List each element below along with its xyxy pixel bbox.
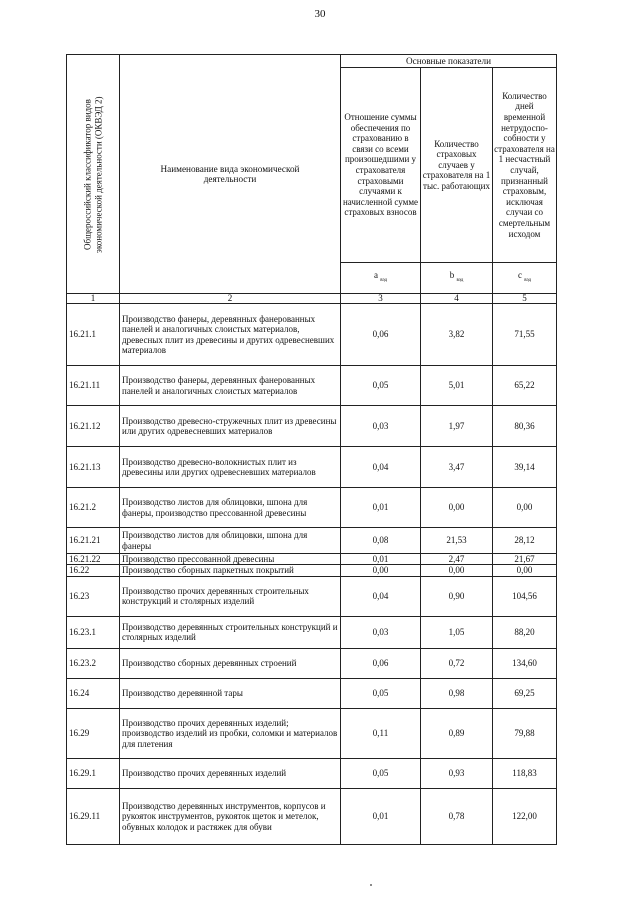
okved-code: 16.21.22 [67,554,120,565]
activity-name: Производство прессованной древесины [120,554,341,565]
value-b: 3,47 [421,447,493,488]
value-a: 0,06 [341,304,421,366]
okved-code: 16.24 [67,678,120,708]
okved-code: 16.29.1 [67,758,120,788]
value-b: 0,89 [421,708,493,758]
value-c: 134,60 [493,648,557,678]
okved-code: 16.21.1 [67,304,120,366]
value-c: 0,00 [493,565,557,576]
table-row [67,616,557,648]
table-row [67,565,557,576]
indicators-table [66,54,557,845]
column-number-4: 4 [421,294,493,304]
value-b: 1,97 [421,406,493,447]
page-number: 30 [314,8,326,20]
value-a: 0,11 [341,708,421,758]
table-row [67,406,557,447]
value-a: 0,01 [341,788,421,844]
value-b: 0,72 [421,648,493,678]
activity-name: Производство деревянных строительных конструкций и столярных изделий [120,616,341,648]
value-a: 0,03 [341,616,421,648]
value-c: 88,20 [493,616,557,648]
col-b-header: Количество страховых случаев у страхователя на 1 тыс. работающих [421,68,493,263]
table-row [67,528,557,554]
column-number-3: 3 [341,294,421,304]
value-c: 71,55 [493,304,557,366]
value-c: 21,67 [493,554,557,565]
activity-name: Производство прочих деревянных изделий [120,758,341,788]
col-b-symbol: b $_{вэд}$ [421,263,493,294]
value-a: 0,01 [341,554,421,565]
col-c-header: Количество дней временной нетрудоспо-собности у страхователя на 1 несчастный случай, признанный страховым, исключая случаи со смертельным исходом [493,68,557,263]
activity-name: Производство сборных паркетных покрытий [120,565,341,576]
okved-code: 16.21.13 [67,447,120,488]
value-b: 0,90 [421,576,493,616]
table-row [67,488,557,528]
okved-code: 16.23.1 [67,616,120,648]
activity-label: Наименование вида экономической деятельности [160,163,300,184]
value-a: 0,06 [341,648,421,678]
okved-code: 16.23 [67,576,120,616]
value-b: 5,01 [421,366,493,406]
table-row [67,648,557,678]
value-c: 39,14 [493,447,557,488]
activity-name: Производство фанеры, деревянных фанерованных панелей и аналогичных слоистых материалов [120,366,341,406]
column-number-2: 2 [120,294,341,304]
column-number-1: 1 [67,294,120,304]
table-row [67,554,557,565]
okved-code: 16.22 [67,565,120,576]
column-number-5: 5 [493,294,557,304]
okved-code: 16.21.2 [67,488,120,528]
okved-column-header [67,55,120,294]
value-c: 65,22 [493,366,557,406]
value-a: 0,04 [341,576,421,616]
value-a: 0,05 [341,366,421,406]
main-indicators-header: Основные показатели [341,55,557,68]
activity-name: Производство листов для облицовки, шпона для фанеры [120,528,341,554]
table-row [67,678,557,708]
value-c: 122,00 [493,788,557,844]
value-c: 104,56 [493,576,557,616]
value-c: 0,00 [493,488,557,528]
value-a: 0,01 [341,488,421,528]
table-row [67,366,557,406]
value-c: 79,88 [493,708,557,758]
value-c: 28,12 [493,528,557,554]
header-row-top [67,55,557,68]
column-number-row [67,294,557,304]
activity-name: Производство древесно-стружечных плит из древесины или других одревесневших материалов [120,406,341,447]
value-b: 21,53 [421,528,493,554]
value-b: 0,78 [421,788,493,844]
scan-speck [370,884,372,886]
col-c-symbol: c $_{вэд}$ [493,263,557,294]
value-c: 69,25 [493,678,557,708]
okved-code: 16.21.21 [67,528,120,554]
activity-name: Производство прочих деревянных строительных конструкций и столярных изделий [120,576,341,616]
value-b: 1,05 [421,616,493,648]
value-a: 0,03 [341,406,421,447]
value-b: 2,47 [421,554,493,565]
value-b: 0,93 [421,758,493,788]
table-row [67,576,557,616]
activity-name: Производство деревянных инструментов, корпусов и рукояток инструментов, рукояток щеток и метелок, обувных колодок и растяжек для обуви [120,788,341,844]
table-row [67,708,557,758]
col-a-header: Отношение суммы обеспечения по страхованию в связи со всеми произошедшими у страхователя страховыми случаями к начисленной сумме страховых взносов [341,68,421,263]
activity-name: Производство древесно-волокнистых плит из древесины или других одревесневших материалов [120,447,341,488]
table-row [67,447,557,488]
okved-code: 16.29.11 [67,788,120,844]
activity-name: Производство деревянной тары [120,678,341,708]
value-a: 0,08 [341,528,421,554]
okved-code: 16.21.11 [67,366,120,406]
value-b: 0,00 [421,565,493,576]
activity-name: Производство прочих деревянных изделий; производство изделий из пробки, соломки и материалов для плетения [120,708,341,758]
value-b: 0,98 [421,678,493,708]
value-a: 0,05 [341,758,421,788]
table-row [67,758,557,788]
okved-label-line1: Общероссийский классификатор видов [82,98,92,250]
value-a: 0,00 [341,565,421,576]
value-b: 0,00 [421,488,493,528]
value-c: 80,36 [493,406,557,447]
activity-column-header [120,55,341,294]
activity-name: Производство сборных деревянных строений [120,648,341,678]
indicators-table-wrapper [66,54,556,845]
okved-code: 16.23.2 [67,648,120,678]
okved-code: 16.29 [67,708,120,758]
value-b: 3,82 [421,304,493,366]
value-a: 0,05 [341,678,421,708]
table-row [67,304,557,366]
table-row [67,788,557,844]
value-a: 0,04 [341,447,421,488]
activity-name: Производство фанеры, деревянных фанерованных панелей и аналогичных слоистых материалов, древесных плит из древесины и других одревесневших материалов [120,304,341,366]
value-c: 118,83 [493,758,557,788]
activity-name: Производство листов для облицовки, шпона для фанеры, производство прессованной древесины [120,488,341,528]
okved-code: 16.21.12 [67,406,120,447]
col-a-symbol: a $_{вэд}$ [341,263,421,294]
okved-label-line2: экономической деятельности (ОКВЭД 2) [93,95,103,253]
